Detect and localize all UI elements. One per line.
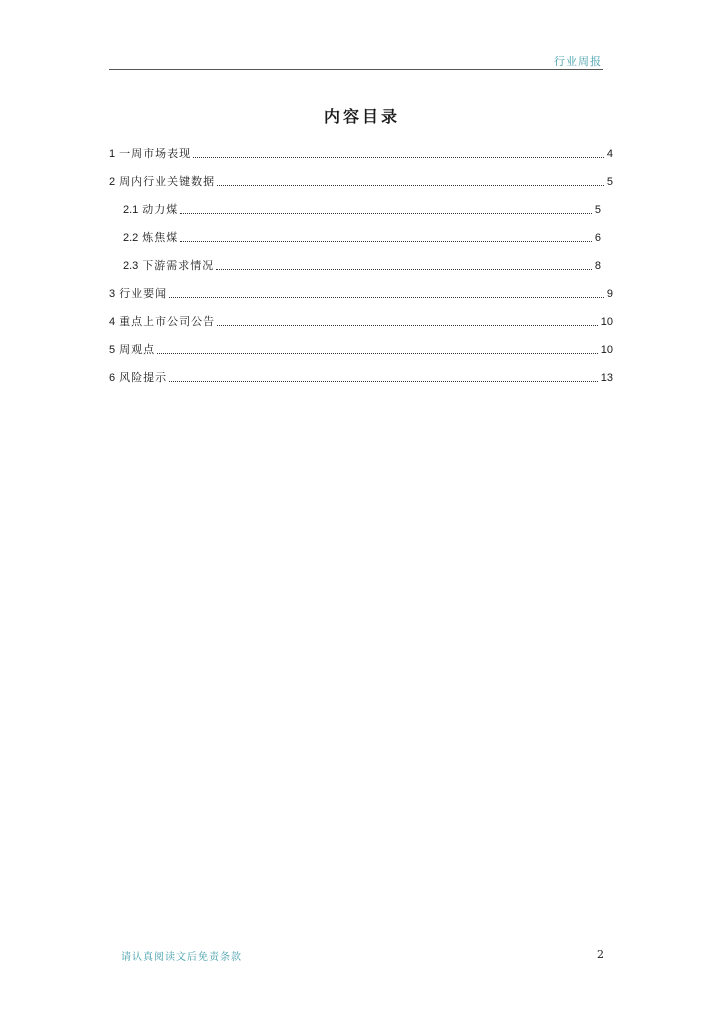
toc-entry-title: 行业要闻: [119, 287, 168, 300]
toc-entry-page: 4: [606, 148, 613, 160]
toc-leader-dots: [169, 296, 604, 298]
toc-entry[interactable]: [109, 252, 601, 280]
toc-entry-page: 10: [600, 316, 613, 328]
toc-entry-number: 4: [109, 316, 116, 328]
table-of-contents: [109, 140, 613, 392]
toc-entry-page: 13: [600, 372, 613, 384]
toc-entry-title: 风险提示: [119, 371, 168, 384]
header-divider: [109, 69, 603, 70]
toc-entry[interactable]: [109, 280, 613, 308]
toc-leader-dots: [157, 352, 598, 354]
toc-entry-number: 5: [109, 344, 116, 356]
toc-entry-page: 6: [594, 232, 601, 244]
toc-entry-number: 6: [109, 372, 116, 384]
toc-entry-title: 周内行业关键数据: [119, 175, 216, 188]
toc-entry-title: 动力煤: [142, 203, 179, 216]
toc-title: 内容目录: [323, 107, 400, 126]
toc-entry-page: 8: [594, 260, 601, 272]
toc-leader-dots: [193, 156, 604, 158]
toc-entry[interactable]: [109, 196, 601, 224]
footer-disclaimer: 请认真阅读文后免责条款: [121, 952, 242, 963]
report-type-label: 行业周报: [554, 55, 602, 68]
toc-leader-dots: [169, 380, 598, 382]
toc-entry-page: 10: [600, 344, 613, 356]
toc-entry-number: 1: [109, 148, 116, 160]
toc-leader-dots: [217, 184, 604, 186]
toc-leader-dots: [217, 324, 598, 326]
toc-entry[interactable]: [109, 224, 601, 252]
toc-entry-page: 9: [606, 288, 613, 300]
toc-leader-dots: [180, 212, 592, 214]
toc-entry-title: 炼焦煤: [142, 231, 179, 244]
toc-leader-dots: [216, 268, 592, 270]
toc-entry[interactable]: [109, 336, 613, 364]
toc-entry-title: 重点上市公司公告: [119, 315, 216, 328]
toc-entry-number: 2.3: [123, 260, 139, 272]
toc-entry-title: 周观点: [119, 343, 156, 356]
toc-leader-dots: [180, 240, 592, 242]
page-number: 2: [597, 948, 604, 961]
toc-entry[interactable]: [109, 308, 613, 336]
toc-entry-title: 一周市场表现: [119, 147, 192, 160]
toc-entry-page: 5: [606, 176, 613, 188]
toc-entry[interactable]: [109, 364, 613, 392]
toc-entry[interactable]: [109, 140, 613, 168]
toc-entry-number: 2: [109, 176, 116, 188]
toc-entry-number: 2.2: [123, 232, 139, 244]
toc-entry-number: 3: [109, 288, 116, 300]
toc-entry[interactable]: [109, 168, 613, 196]
toc-entry-title: 下游需求情况: [142, 259, 215, 272]
toc-entry-page: 5: [594, 204, 601, 216]
toc-entry-number: 2.1: [123, 204, 139, 216]
